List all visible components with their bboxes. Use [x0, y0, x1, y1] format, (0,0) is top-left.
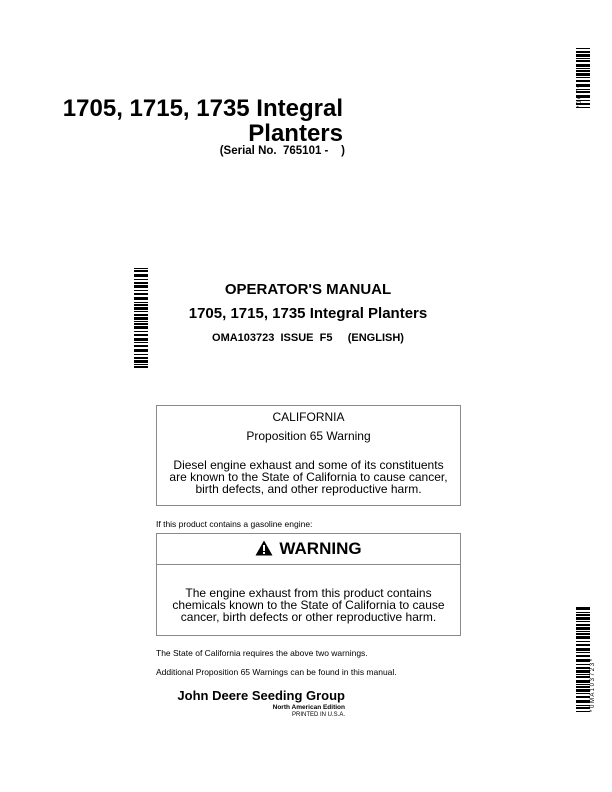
barcode-bar	[576, 627, 590, 630]
barcode-bar	[576, 633, 590, 635]
barcode-bar	[134, 360, 148, 363]
warning-header	[157, 534, 460, 565]
warning-heading: WARNING	[279, 539, 362, 558]
barcode-bar	[134, 285, 148, 288]
prop65-heading: Proposition 65 Warning	[246, 429, 371, 443]
barcode-bar	[134, 290, 148, 291]
barcode-bar	[576, 705, 590, 706]
printed-label: PRINTED IN U.S.A.	[291, 712, 345, 718]
top-right-barcode-text: * 0 C T *	[577, 85, 583, 108]
barcode-bar	[134, 304, 148, 306]
operators-manual-heading: OPERATOR'S MANUAL	[224, 281, 392, 298]
gasoline-warning-box	[156, 533, 461, 636]
left-barcode	[134, 268, 148, 369]
manual-code: OMA103723 ISSUE F5 (ENGLISH)	[212, 332, 404, 344]
edition-label: North American Edition	[272, 704, 345, 711]
barcode-bar	[576, 607, 590, 610]
barcode-bar	[576, 624, 590, 626]
barcode-bar	[134, 297, 148, 300]
california-warning-text: Diesel engine exhaust and some of its constituents are known to the State of California to cause cancer, birth defects, and other reproductive harm.	[169, 458, 448, 496]
barcode-bar	[576, 664, 590, 665]
manual-title-line1: 1705, 1715, 1735 Integral	[62, 95, 343, 122]
barcode-bar	[576, 674, 590, 675]
california-heading: CALIFORNIA	[272, 410, 345, 424]
california-warning-box	[156, 405, 461, 506]
serial-number: (Serial No. 765101 - )	[219, 145, 345, 157]
bottom-right-barcode-text: * 0 M A 1 0 3 7 2 3 *	[590, 658, 596, 712]
barcode-bar	[134, 282, 148, 284]
barcode-bar	[576, 612, 590, 613]
barcode-bar	[576, 680, 590, 683]
barcode-bar	[134, 268, 148, 269]
barcode-bar	[576, 693, 590, 694]
barcode-bar	[576, 631, 590, 632]
barcode-bar	[576, 689, 590, 692]
barcode-bar	[134, 342, 148, 343]
barcode-bar	[576, 707, 590, 709]
barcode-bar	[576, 48, 590, 49]
additional-warnings-note: Additional Proposition 65 Warnings can be found in this manual.	[156, 667, 397, 677]
barcode-bar	[576, 641, 590, 642]
barcode-bar	[576, 696, 590, 698]
barcode-bar	[134, 331, 148, 332]
barcode-bar	[134, 302, 148, 303]
barcode-bar	[576, 700, 590, 703]
barcode-bar	[134, 317, 148, 320]
barcode-bar	[576, 648, 590, 651]
barcode-bar	[576, 659, 590, 662]
barcode-bar	[134, 279, 148, 280]
operators-manual-subheading: 1705, 1715, 1735 Integral Planters	[188, 305, 428, 322]
barcode-bar	[576, 667, 590, 669]
california-requirement-note: The State of California requires the above two warnings.	[156, 648, 368, 658]
barcode-bar	[134, 323, 148, 325]
barcode-bar	[576, 621, 590, 622]
barcode-bar	[134, 311, 148, 312]
barcode-bar	[134, 326, 148, 329]
company-name: John Deere Seeding Group	[177, 688, 345, 703]
barcode-bar	[134, 334, 148, 336]
barcode-bar	[576, 686, 590, 688]
barcode-bar	[576, 655, 590, 657]
barcode-bar	[134, 345, 148, 347]
barcode-bar	[134, 270, 148, 272]
barcode-bar	[576, 652, 590, 653]
barcode-bar	[134, 364, 148, 365]
barcode-bar	[576, 676, 590, 678]
barcode-bar	[134, 274, 148, 277]
manual-title-line2: Planters	[248, 120, 343, 147]
barcode-bar	[134, 321, 148, 322]
gasoline-engine-label: If this product contains a gasoline engine:	[156, 519, 313, 529]
barcode-bar	[134, 354, 148, 355]
barcode-bar	[576, 670, 590, 673]
barcode-bar	[134, 293, 148, 295]
barcode-bar	[576, 644, 590, 646]
barcode-bar	[134, 349, 148, 352]
barcode-bar	[576, 711, 590, 712]
barcode-bar	[576, 617, 590, 620]
barcode-bar	[576, 614, 590, 616]
barcode-bar	[134, 357, 148, 359]
barcode-bar	[134, 307, 148, 310]
warning-text: The engine exhaust from this product contains chemicals known to the State of California to cause cancer, birth defects or other reproductive harm.	[172, 586, 445, 624]
bottom-right-barcode	[576, 607, 600, 712]
barcode-bar	[576, 684, 590, 685]
barcode-bar	[134, 366, 148, 368]
barcode-bar	[134, 314, 148, 316]
barcode-bar	[134, 338, 148, 341]
barcode-bar	[576, 636, 590, 639]
warning-triangle-icon	[255, 540, 273, 556]
